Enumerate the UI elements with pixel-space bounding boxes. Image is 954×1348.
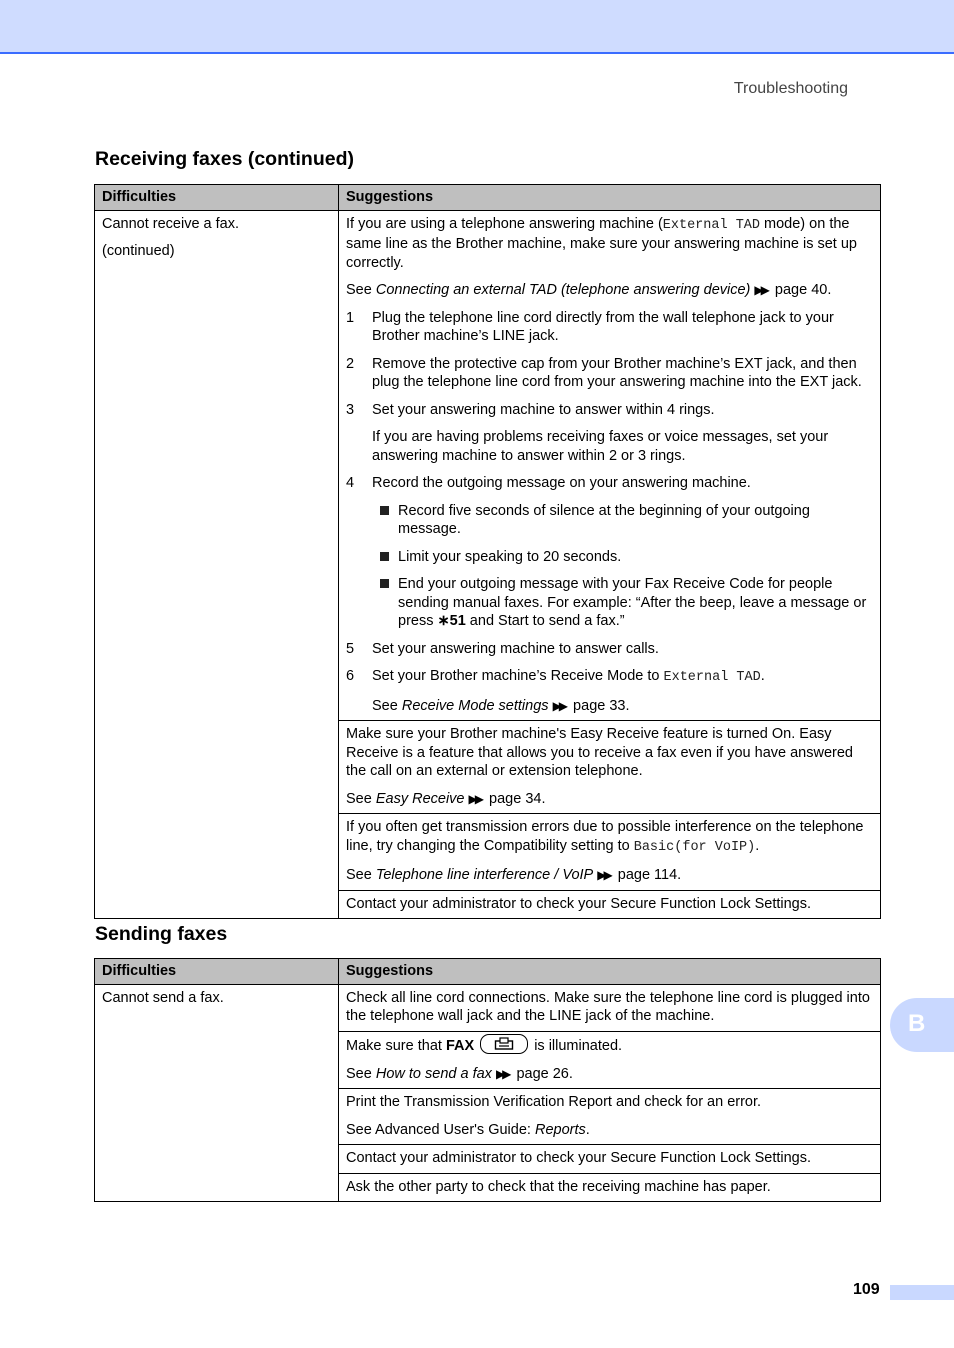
- page-number: 109: [853, 1281, 880, 1298]
- step-item: 6 Set your Brother machine’s Receive Mode to External TAD.: [346, 668, 765, 685]
- reference-link[interactable]: Receive Mode settings: [401, 697, 549, 714]
- column-header-suggestions: Suggestions: [339, 185, 881, 211]
- tad-see-reference: See Connecting an external TAD (telephone answering device) ▶▶ page 40.: [346, 282, 832, 298]
- double-arrow-icon: ▶▶: [552, 698, 566, 713]
- step-note: If you are having problems receiving faxes or voice messages, set your answering machine to answer within 2 or 3 rings.: [372, 429, 829, 464]
- running-header: Troubleshooting: [733, 80, 848, 97]
- difficulty-text: Cannot receive a fax.: [102, 215, 240, 232]
- fax-key-icon: [480, 1034, 528, 1054]
- reference-link[interactable]: Telephone line interference / VoIP: [375, 867, 594, 883]
- tad-intro: If you are using a telephone answering machine (External TAD mode) on the same line as the Brother machine, make sure your answering machine is set up correctly.: [346, 215, 857, 271]
- column-header-difficulties: Difficulties: [95, 959, 339, 985]
- bullet-item: End your outgoing message with your Fax Receive Code for people sending manual faxes. For example: “After the beep, leave a message or press ∗51 and Start to send a fax.”: [346, 575, 873, 631]
- fax-key-see: See How to send a fax ▶▶ page 26.: [346, 1065, 573, 1082]
- suggestion-cell-easy-receive: [339, 721, 881, 814]
- table-header-row: [95, 185, 881, 211]
- step-see-reference: See Receive Mode settings ▶▶ page 33.: [372, 697, 630, 714]
- reference-link[interactable]: How to send a fax: [375, 1065, 492, 1082]
- suggestion-cell-voip: [339, 814, 881, 891]
- report-see: See Advanced User's Guide: Reports.: [346, 1121, 590, 1138]
- step-item: 3 Set your answering machine to answer within 4 rings.: [346, 401, 715, 418]
- chapter-side-tab[interactable]: [890, 998, 954, 1052]
- step-item: 5 Set your answering machine to answer calls.: [346, 640, 659, 657]
- report-text: Print the Transmission Verification Report and check for an error.: [346, 1094, 762, 1110]
- suggestion-cell-check-cords: Check all line cord connections. Make sure the telephone line cord is plugged into the telephone wall jack and the LINE jack of the machine.: [339, 984, 881, 1031]
- section-title-receiving: Receiving faxes (continued): [95, 148, 354, 170]
- bullet-item: Limit your speaking to 20 seconds.: [346, 548, 873, 567]
- step-item: 2 Remove the protective cap from your Brother machine’s EXT jack, and then plug the telephone line cord from your answering machine into the EXT jack.: [346, 355, 862, 390]
- voip-text: If you often get transmission errors due to possible interference on the telephone line, try changing the Compatibility setting to Basic(for VoIP).: [346, 819, 864, 855]
- double-arrow-icon: ▶▶: [597, 868, 610, 882]
- square-bullet-icon: [380, 552, 389, 561]
- step-item: 1 Plug the telephone line cord directly from the wall telephone jack to your Brother machine’s LINE jack.: [346, 309, 834, 344]
- reference-link[interactable]: Connecting an external TAD (telephone answering device): [375, 282, 751, 298]
- section-title-sending: Sending faxes: [95, 923, 228, 945]
- chapter-letter: B: [908, 1010, 926, 1037]
- square-bullet-icon: [380, 579, 389, 588]
- reference-link[interactable]: Reports: [534, 1121, 586, 1138]
- table-row: [95, 984, 881, 1031]
- voip-see: See Telephone line interference / VoIP ▶▶ page 114.: [346, 867, 682, 883]
- suggestion-cell-report: [339, 1089, 881, 1145]
- bullet-item: Record five seconds of silence at the beginning of your outgoing message.: [346, 502, 873, 539]
- receiving-faxes-table: [94, 184, 881, 919]
- suggestion-cell-paper: Ask the other party to check that the receiving machine has paper.: [339, 1173, 881, 1202]
- suggestion-cell-fax-key: [339, 1031, 881, 1089]
- footer-bar: [890, 1285, 954, 1300]
- square-bullet-icon: [380, 506, 389, 515]
- table-header-row: [95, 959, 881, 985]
- suggestion-cell-tad: [339, 210, 881, 721]
- difficulty-cell: Cannot send a fax.: [95, 984, 339, 1202]
- double-arrow-icon: ▶▶: [468, 791, 481, 806]
- table-row: [95, 210, 881, 721]
- double-arrow-icon: ▶▶: [754, 283, 767, 297]
- suggestion-cell-admin: Contact your administrator to check your Secure Function Lock Settings.: [339, 1145, 881, 1174]
- sending-faxes-table: [94, 958, 881, 1202]
- difficulty-continued: (continued): [102, 243, 175, 259]
- reference-link[interactable]: Easy Receive: [375, 790, 465, 807]
- suggestion-cell-admin: Contact your administrator to check your Secure Function Lock Settings.: [339, 890, 881, 919]
- column-header-difficulties: Difficulties: [95, 185, 339, 211]
- easy-receive-see: See Easy Receive ▶▶ page 34.: [346, 790, 546, 807]
- fax-key-text: Make sure that FAX is illuminated.: [346, 1036, 873, 1056]
- difficulty-cell: [95, 210, 339, 919]
- top-header-band: [0, 0, 954, 54]
- step-item: 4 Record the outgoing message on your answering machine.: [346, 475, 751, 491]
- double-arrow-icon: ▶▶: [495, 1066, 509, 1081]
- easy-receive-text: Make sure your Brother machine's Easy Receive feature is turned On. Easy Receive is a feature that allows you to receive a fax even if you have answered the call on an external or extension telephone.: [346, 726, 853, 779]
- column-header-suggestions: Suggestions: [339, 959, 881, 985]
